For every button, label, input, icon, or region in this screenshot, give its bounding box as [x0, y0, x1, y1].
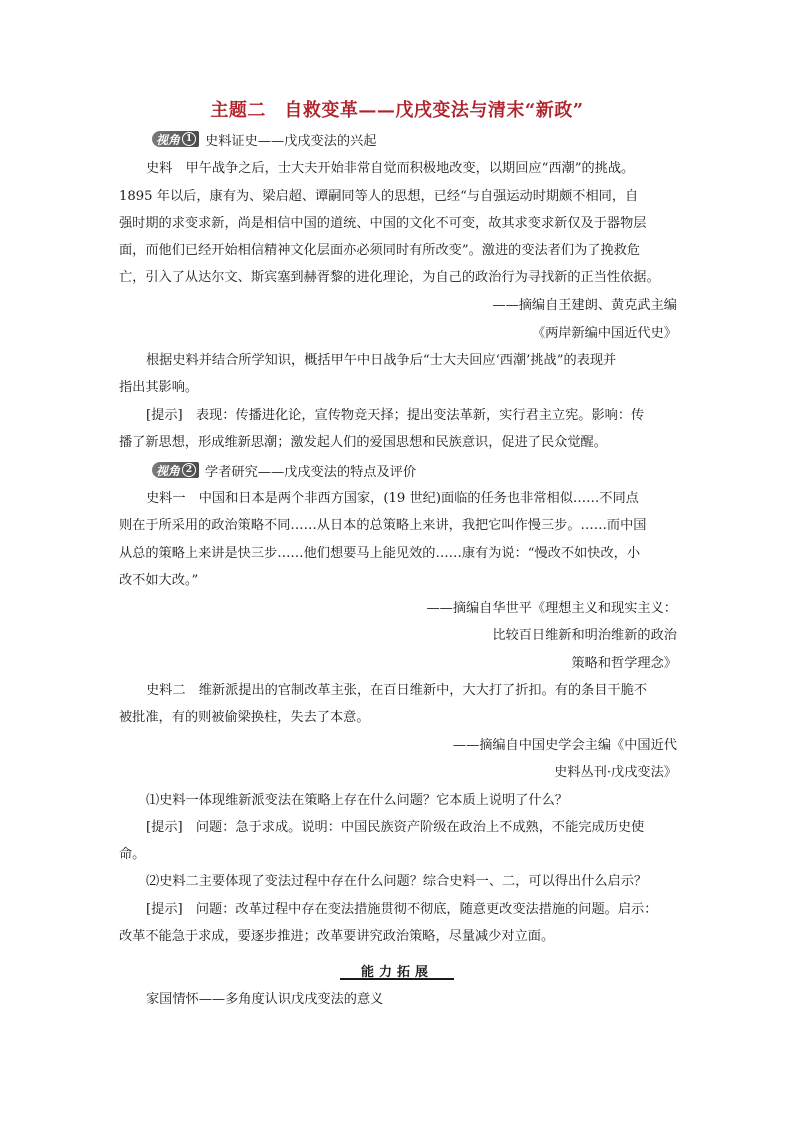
source-citation: 策略和哲学理念》 [571, 656, 677, 671]
paragraph-line: 则在于所采用的政治策略不同……从日本的总策略上来讲，我把它叫作慢三步。……而中国 [119, 518, 647, 533]
source-citation: ——摘编自王建朗、黄克武主编 [492, 298, 677, 313]
perspective-badge-1 [152, 131, 199, 147]
ability-heading: 能力拓展 [360, 965, 433, 980]
badge-label: 视角 [156, 463, 181, 478]
paragraph-line: 被批准，有的则被偷梁换柱，失去了本意。 [119, 710, 370, 725]
source-citation: 《两岸新编中国近代史》 [531, 326, 677, 341]
paragraph-line: 1895 年以后，康有为、梁启超、谭嗣同等人的思想，已经“与自强运动时期颇不相同，自 [119, 189, 639, 204]
hint-line: 播了新思想，形成维新思潮；激发起人们的爱国思想和民族意识，促进了民众觉醒。 [119, 435, 607, 450]
section-heading-text: 学者研究——戊戌变法的特点及评价 [205, 464, 417, 480]
source-citation: ——摘编自中国史学会主编《中国近代 [452, 738, 677, 753]
question-line: 根据史料并结合所学知识，概括甲午中日战争后“士大夫回应‘西潮’挑战”的表现并 [146, 353, 617, 368]
paragraph-line: 亡，引入了从达尔文、斯宾塞到赫胥黎的进化理论，为自己的政治行为寻找新的正当性依据。 [119, 270, 660, 285]
paragraph-line: 从总的策略上来讲是快三步……他们想要马上能见效的……康有为说：“慢改不如快改，小 [119, 546, 641, 561]
paragraph-line: 强时期的求变求新，尚是相信中国的道统、中国的文化不可变，故其求变求新仅及于器物层 [119, 216, 647, 231]
perspective-badge-2 [152, 462, 199, 478]
source-citation: 史料丛刊·戊戌变法》 [554, 765, 677, 780]
section-heading-1 [152, 129, 376, 149]
paragraph-line: 史料 甲午战争之后，士大夫开始非常自觉而积极地改变，以期回应“西潮”的挑战。 [146, 161, 635, 176]
ability-underline [340, 978, 454, 980]
hint-line: 改革不能急于求成，要逐步推进；改革要讲究政治策略，尽量减少对立面。 [119, 929, 555, 944]
source-citation: 比较百日维新和明治维新的政治 [492, 628, 677, 643]
section-heading-2 [152, 460, 416, 480]
hint-line: 命。 [119, 847, 146, 862]
paragraph-line: 改不如大改。” [119, 573, 199, 588]
final-line: 家国情怀——多角度认识戊戌变法的意义 [146, 992, 384, 1007]
section-heading-text: 史料证史——戊戌变法的兴起 [205, 133, 377, 149]
badge-label: 视角 [156, 132, 181, 147]
question-line: ⑴史料一体现维新派变法在策略上存在什么问题？它本质上说明了什么？ [146, 793, 568, 808]
badge-number: 2 [182, 463, 196, 477]
paragraph-line: 史料一 中国和日本是两个非西方国家，(19 世纪)面临的任务也非常相似……不同点 [146, 491, 639, 506]
hint-line: [提示] 表现：传播进化论，宣传物竞天择；提出变法革新，实行君主立宪。影响：传 [146, 408, 645, 423]
source-citation: ——摘编自华世平《理想主义和现实主义： [426, 601, 677, 616]
question-line: 指出其影响。 [119, 380, 199, 395]
badge-number: 1 [182, 132, 196, 146]
paragraph-line: 面，而他们已经开始相信精神文化层面亦必须同时有所改变”。激进的变法者们为了挽救危 [119, 243, 641, 258]
question-line: ⑵史料二主要体现了变法过程中存在什么问题？综合史料一、二，可以得出什么启示？ [146, 874, 648, 889]
paragraph-line: 史料二 维新派提出的官制改革主张，在百日维新中，大大打了折扣。有的条目干脆不 [146, 683, 648, 698]
page-title: 主题二 自救变革——戊戌变法与清末“新政” [210, 100, 584, 121]
hint-line: [提示] 问题：急于求成。说明：中国民族资产阶级在政治上不成熟，不能完成历史使 [146, 820, 645, 835]
hint-line: [提示] 问题：改革过程中存在变法措施贯彻不彻底，随意更改变法措施的问题。启示： [146, 902, 658, 917]
